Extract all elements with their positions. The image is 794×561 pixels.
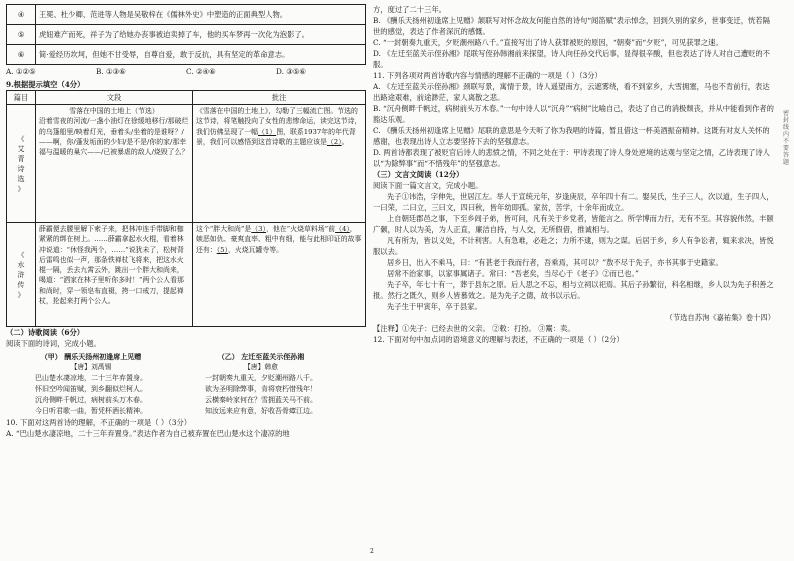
statement-text: 虎妞难产而死，祥子为了给她办丧事被迫卖掉了车，他的买车梦再一次化为泡影了。: [36, 25, 366, 45]
poem-a: （甲） 酬乐天扬州初逢席上见赠 【唐】刘禹锡 巴山楚水凄凉地，二十三年弃置身。 怀旧空吟闻笛赋，到乡翻似烂柯人。 沉舟侧畔千帆过，病树前头万木春。 今日听君歌一曲，暂凭杯酒长精神。: [35, 352, 147, 415]
q10-option-c: C. “一封朝奏九重天，夕贬潮州路八千。”直接写出了诗人获罪被贬的原因，“朝奏”而“夕贬”，可见获罪之速。: [373, 38, 723, 47]
pian-shui-hu: 《 水 浒 传 》: [7, 223, 36, 327]
q9-title: 9.根据提示填空（4分）: [6, 80, 85, 89]
choice-c: C. ②④⑥: [186, 67, 216, 76]
section-poetry-intro: 阅读下面的诗词，完成小题。: [6, 339, 101, 348]
poems: [6, 351, 366, 417]
statement-text: 王冕、杜少卿、范进等人物是吴敬梓在《儒林外史》中塑造的正面典型人物。: [36, 5, 366, 25]
page-number: 2: [370, 548, 374, 555]
classical-paragraph: 先子卒，年七十有一，葬于县东之原。后人思之不忘，相与立祠以祀焉。其后子孙繁衍，科名相继，乡人以为先子积善之报。然行之既久，则乡人皆慕效之。是为先子之德，故书以示后。: [373, 280, 774, 300]
q10-option-a-cont: 方，度过了二十三年。: [373, 5, 446, 14]
statement-text: 简·爱经历坎坷，但她不甘受辱，自尊自爱，敢于反抗，具有坚定的革命意志。: [36, 45, 366, 65]
passage-shui-hu: 薛霸便去腰里解下索子来，把林冲连手带脚和枷紧紧的绑在树上。……薛霸拿起水火棍，看着林冲说道：“休怪我两个，……”说犹未了，松树背后雷鸣也似一声，那条铁禅杖飞将来，把这水火棍一隔，丢去九霄云外，跳出一个胖大和尚来，喝道：“洒家在林子里听你多时！”两个公人看那和尚时，穿一领皂布直裰，挎一口戒刀，提起禅杖，抡起来打两个公人。: [36, 223, 193, 327]
q11-option-b: B. “沉舟侧畔千帆过，病树前头万木春。”一句中诗人以“沉舟”“病树”比喻自己，表达了自己的消极颓丧，并从中能看到作者的豁达乐观。: [373, 104, 774, 124]
section-classical-intro: 阅读下面一篇文言文，完成小题。: [373, 181, 483, 190]
q10-option-b: B. 《酬乐天扬州初逢席上见赠》颔联写对怀念故友何能自然的诗句“闻笛赋”表示悼念，回到久别的家乡，世事变迁，恍若隔世的感觉，表达了作者深沉的感慨。: [373, 16, 770, 36]
annotation-shui-hu: 这个“胖大和尚”是（3），他在“火烧草料场”前（4），嫉恶如仇、豪爽直率、粗中有细，能与此相印证的故事还有：（5），火烧瓦罐寺等。: [193, 223, 366, 327]
section-classical-title: （三）文言文阅读（12分）: [373, 170, 464, 179]
source-note: （节选自苏洵《嘉祐集》卷十四）: [665, 313, 775, 322]
statement-row: [7, 25, 366, 45]
choice-d: D. ③⑤⑥: [276, 67, 306, 76]
header-pian: 篇目: [7, 91, 36, 105]
q11-option-c: C. 《酬乐天扬州初逢席上见赠》尾联的意思是今天听了你为我唱的诗篇，暂且借这一杯美酒振奋精神。这既有对友人关怀的感谢，也表现出诗人立志要坚持下去的坚强意志。: [373, 126, 770, 146]
q11-title: 11. 下列各项对两首诗歌内容与情感的理解不正确的一项是（ ）（3分）: [373, 71, 602, 80]
choice-a: A. ①②⑤: [6, 67, 36, 76]
passage-ai-qing: 雪落在中国的土地上（节选） 沿着雪夜的河流/一盏小油灯在徐缓地移行/那破烂的乌篷船里/映着灯光，垂着头/坐着的是谁呀？/——啊，你/蓬发垢面的少妇/是不是/你的家/那幸福与温暖的巢穴——/已被暴虐的敌人/烧毁了么？: [36, 105, 193, 223]
choice-b: B. ①③⑥: [96, 67, 126, 76]
choice-options: [6, 66, 366, 77]
blank-5[interactable]: （5）: [216, 245, 228, 254]
q10-title: 10. 下面对这两首诗的理解，不正确的一项是（ ）（3分）: [6, 418, 192, 427]
q11-option-d: D. 两首诗都表现了被贬官后诗人的悲愤之情，不同之处在于：甲诗表现了诗人身处逆境的达观与坚定之情，乙诗表现了诗人以“为除弊事”而“不惜残年”的坚强意志。: [373, 148, 770, 168]
q12-title: 12. 下面对句中加点词的语境意义的理解与表述，不正确的一项是（ ）（2分）: [373, 335, 624, 344]
blank-3[interactable]: （3）: [251, 225, 266, 233]
classical-paragraph: 凡有所为，皆以义处，不计利害。人有急难，必赴之；力所不逮，则为之谋。后居于乡，乡人有争讼者，辄来求决，皆悦服以去。: [373, 236, 774, 256]
q10-option-a: A. “巴山楚水凄凉地，二十三年弃置身。”表达作者为自己被弃置在巴山楚水这个凄凉的地: [6, 429, 290, 438]
header-wen: 文段: [36, 91, 193, 105]
statement-number: ⑥: [7, 45, 36, 65]
classical-paragraph: 居乡日，出入不乘马，曰：“有甚老于我而行者，吾乘焉，其可以？”敖不尽于先子，亦书其事于史籍家。: [387, 258, 723, 267]
poem-b: （乙） 左迁至蓝关示侄孙湘 【唐】韩愈 一封朝奏九重天，夕贬潮州路八千。 欲为圣明除弊事，肯将衰朽惜残年！ 云横秦岭家何在？雪拥蓝关马不前。 知汝远来应有意，好收吾骨瘴江边。: [205, 352, 317, 415]
statement-table: [6, 4, 366, 65]
blank-1[interactable]: （1）: [258, 127, 277, 136]
statement-number: ⑤: [7, 25, 36, 45]
statement-row: [7, 45, 366, 65]
q11-option-a: A. 《左迁至蓝关示侄孙湘》颈联写景，寓情于景，诗人遥望南方，云遮雾绕，看不到家乡，大雪拥塞，马也不肯前行，表达出路途艰难，前途渺茫，家人离散之悲。: [373, 82, 770, 102]
statement-number: ④: [7, 5, 36, 25]
annotation-ai-qing: 《雪落在中国的土地上》，勾勒了三幅流亡图。节选的这节诗，将笔触投向了女性的悲惨命运，读完这节诗，我们仿佛呈现了一幅（1）图，联系1937年的年代背景，我们可以感悟到这首诗歌的主题应该是（2）。: [193, 105, 366, 223]
classical-paragraph: 先子①讳浩，字伸先，世居江左。举人于宣统元年，岁逢庚辰，卒年四十有二。娶吴氏，生子三人，次以道，生子四人，一曰荣，二曰立，三曰文，四曰秋，皆年幼即孤。家贫，苦学，十余年而成立。: [373, 192, 774, 212]
pian-ai-qing: 《 艾 青 诗 选 》: [7, 105, 36, 223]
blank-4[interactable]: （4）: [335, 225, 350, 233]
classical-paragraph: 先子生于甲寅年，卒于县家。: [387, 302, 482, 311]
annotations: 【注释】①先子：已经去世的父亲。 ②敕：打扮。 ③鬻：卖。: [373, 324, 575, 333]
q9-table: [6, 90, 366, 327]
q10-option-d: D. 《左迁至蓝关示侄孙湘》尾联写侄孙韩湘前来探望，诗人向任孙交代后事，显得很辛酸，但也表达了诗人对自己遭贬的不服。: [373, 49, 770, 69]
classical-paragraph: 上自朝廷郡邑之事，下至乡闾子弟，皆可问，凡有关于乡党者，皆能言之。所学博而力行，无有不至。其容貌伟然，丰颐广颡，时人以为美，为人正直，廉洁自持，与人交，无所假借，推诚相与。: [373, 214, 774, 234]
header-pz: 批注: [193, 91, 366, 105]
binding-edge-text: 密封线内不要答题: [783, 110, 790, 166]
section-poetry-title: （二）诗歌阅读（6分）: [6, 328, 85, 337]
right-column: [373, 4, 775, 345]
blank-2[interactable]: （2）: [326, 137, 342, 146]
statement-row: [7, 5, 366, 25]
left-column: [6, 4, 366, 439]
classical-paragraph: 居常不治家事，以家事属诸子。常曰：“吾老矣，当尽心于《老子》②而已也。”: [387, 269, 639, 278]
